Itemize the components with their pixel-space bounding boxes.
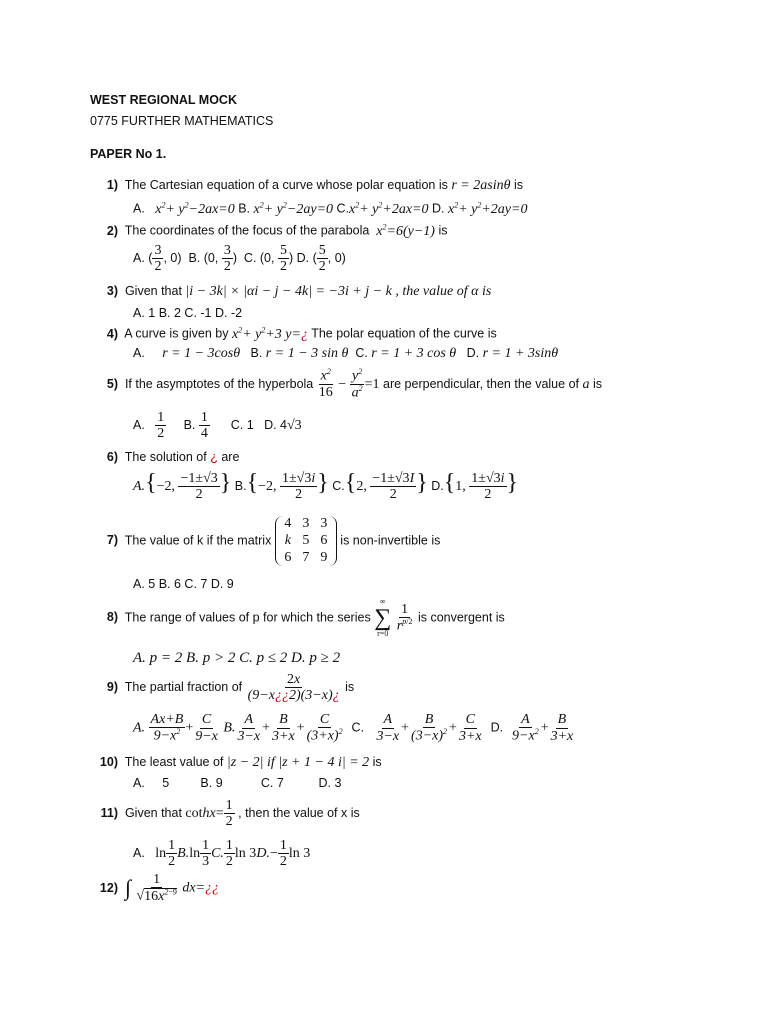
option-label: A.: [133, 346, 145, 360]
option-d-eq: r = 1 + 3sinθ: [482, 346, 559, 361]
question-4: [88, 325, 497, 343]
question-tail: , then the value of x is: [238, 806, 360, 821]
question-stem: The least value of: [124, 755, 224, 769]
integrand: $\frac{1}{√16x^{2-9}}$: [136, 872, 177, 905]
option-label: A.: [133, 776, 145, 790]
option-d-eq: $x^2+ y^2+2ay=0$: [447, 200, 528, 217]
question-10-options: [133, 776, 341, 790]
question-number: 8): [106, 610, 118, 625]
question-number: 11): [100, 806, 118, 821]
question-6-options: A.{−2, $\frac{-1\pm√3}{2}$ } B.{−2, $\frac{1\pm√3i}{2}$ } C.{2, $\frac{-1\pm√3I}{2}$ } D.{1, $\frac{1\pm√3i}{2}$ }: [133, 470, 519, 503]
option-a-eq: $x^2+ y^2-2ax=0$: [155, 200, 235, 217]
question-number: 9): [106, 680, 118, 695]
question-tail: are: [221, 450, 240, 464]
question-11-options: A. ln $\frac{1}{2}$ B.ln $\frac{1}{3}$ C. $\frac{1}{2}$ ln 3D.− $\frac{1}{2}$ ln 3: [133, 838, 311, 870]
option-c: C. 7: [260, 776, 284, 790]
matrix-cell: 3: [302, 516, 310, 531]
question-1-options: [133, 200, 527, 218]
question-number: 6): [106, 450, 118, 464]
question-tail: The polar equation of the curve is: [311, 326, 497, 341]
question-stem: The partial fraction of: [124, 680, 243, 695]
question-equation: $x^2+ y^2+3$ y=¿: [231, 325, 308, 342]
option-c-eq: $x^2+ y^2+2ax=0$: [349, 200, 429, 217]
option-d: D. 3: [318, 776, 342, 790]
subject-code: 0775 FURTHER MATHEMATICS: [90, 114, 274, 128]
question-number: 10): [99, 755, 118, 769]
question-stem: If the asymptotes of the hyperbola: [124, 376, 314, 391]
question-stem: The range of values of p for which the series: [124, 610, 371, 625]
option-label: D.: [431, 201, 445, 216]
option-a: 5: [162, 776, 170, 790]
question-tail: is convergent is: [417, 610, 505, 625]
exam-title: WEST REGIONAL MOCK: [90, 93, 237, 107]
question-2-options: A. ( $\frac{3}{2}$ , 0) B. (0, $\frac{3}{2}$ ) C. (0, $\frac{5}{2}$ ) D. ( $\frac{5}{2}$ , 0): [133, 243, 346, 275]
paper-number: PAPER No 1.: [90, 147, 167, 161]
question-8: [88, 598, 505, 638]
question-number: 3): [106, 284, 118, 298]
question-tail-is: is: [592, 376, 602, 391]
question-7: [88, 516, 440, 566]
option-label: C.: [355, 346, 368, 360]
question-5-options: A. $\frac{1}{2}$ B. $\frac{1}{4}$ C. 1 D. 4√3: [133, 410, 302, 442]
matrix-cell: 7: [302, 550, 310, 565]
question-9-options: A. $\frac{Ax+B}{9-x^2}$ + $\frac{C}{9-x}$ B. $\frac{A}{3-x}$ + $\frac{B}{3+x}$ + $\frac{C}{(3+x)^2}$ C. $\frac{A}{3-x}$ + $\frac{B}{(3-x)^2}$ + $\frac{C}{3+x}$ D. $\frac{A}{9-x^2}$ + $\frac{B}{3+x}$: [133, 712, 574, 745]
question-number: 2): [106, 223, 118, 238]
option-a-eq: r = 1 − 3cosθ: [162, 346, 241, 361]
question-stem: The Cartesian equation of a curve whose polar equation is: [124, 178, 448, 192]
question-10: [88, 755, 382, 771]
matrix-cell: 4: [284, 516, 292, 531]
question-11: 11) Given that cothx= $\frac{1}{2}$ , then the value of x is: [88, 798, 360, 830]
question-number: 4): [106, 326, 118, 341]
matrix-cell: 6: [320, 533, 328, 548]
matrix-cell: 9: [320, 550, 328, 565]
question-12: 12) ∫ $\frac{1}{√16x^{2-9}}$ dx=¿¿: [88, 872, 219, 904]
matrix-cell: 5: [302, 533, 310, 548]
question-3: [88, 284, 491, 300]
question-9: [88, 672, 354, 704]
series-term: $\frac{1}{r^{p/2}}$: [396, 601, 413, 634]
question-number: 7): [106, 533, 118, 548]
question-tail: are perpendicular, then the value of: [383, 376, 579, 391]
question-equation: $x^2=6(y-1)$: [376, 222, 435, 239]
question-variable: a: [582, 376, 590, 392]
question-number: 12): [99, 880, 118, 895]
question-4-options: [133, 346, 558, 362]
matrix-cell: 3: [320, 516, 328, 531]
option-label: B.: [238, 201, 251, 216]
question-3-options: A. 1 B. 2 C. -1 D. -2: [133, 306, 243, 320]
question-stem: The value of k if the matrix: [124, 533, 272, 548]
question-2: [88, 222, 447, 240]
question-stem: Given that: [124, 284, 182, 298]
option-c-eq: r = 1 + 3 cos θ: [371, 346, 457, 361]
question-equation: |z − 2| if |z + 1 − 4 i| = 2: [226, 755, 370, 770]
question-5: 5) If the asymptotes of the hyperbola $\frac{x^2}{16}$ − $\frac{y^2}{a^2}$ =1 are perpendicular, then the value of a is: [88, 368, 602, 401]
option-b-eq: r = 1 − 3 sin θ: [265, 346, 349, 361]
partial-fraction-expression: $\frac{2x}{(9-x¿¿2)(3-x)¿}$: [247, 672, 340, 704]
hyperbola-term-1: $\frac{x^2}{16}$: [318, 367, 333, 401]
question-1: [88, 178, 523, 194]
question-7-options: A. 5 B. 6 C. 7 D. 9: [133, 577, 234, 591]
question-stem: The coordinates of the focus of the parabola: [124, 223, 370, 238]
question-tail: is non-invertible is: [340, 533, 441, 548]
option-label: D.: [466, 346, 480, 360]
matrix-cell: k: [284, 533, 291, 548]
question-tail: is: [345, 680, 355, 695]
question-6: 6) The solution of ¿ are: [88, 450, 239, 464]
matrix: [275, 516, 337, 566]
option-label: B.: [250, 346, 263, 360]
question-stem: Given that: [124, 806, 182, 821]
question-8-options: A. p = 2 B. p > 2 C. p ≤ 2 D. p ≥ 2: [133, 650, 341, 666]
question-tail: is: [513, 178, 523, 192]
question-number: 5): [106, 376, 118, 391]
question-stem: The solution of: [124, 450, 207, 464]
question-number: 1): [106, 178, 118, 192]
question-equation: |i − 3k| × |αi − j − 4k| = −3i + j − k , the value of α is: [185, 284, 492, 299]
option-label: C.: [336, 201, 349, 216]
option-b: B. 9: [200, 776, 223, 790]
option-label: A.: [133, 201, 145, 216]
question-stem: A curve is given by: [124, 326, 229, 341]
question-tail: is: [372, 755, 382, 769]
hyperbola-term-2: $\frac{y^2}{a^2}$: [351, 367, 363, 401]
matrix-cell: 6: [284, 550, 292, 565]
question-equation: r = 2asinθ: [451, 178, 511, 193]
question-tail: is: [438, 223, 448, 238]
option-b-eq: $x^2+ y^2-2ay=0$: [253, 200, 334, 217]
summation-symbol: ∞ ∑ r=0: [374, 597, 392, 638]
